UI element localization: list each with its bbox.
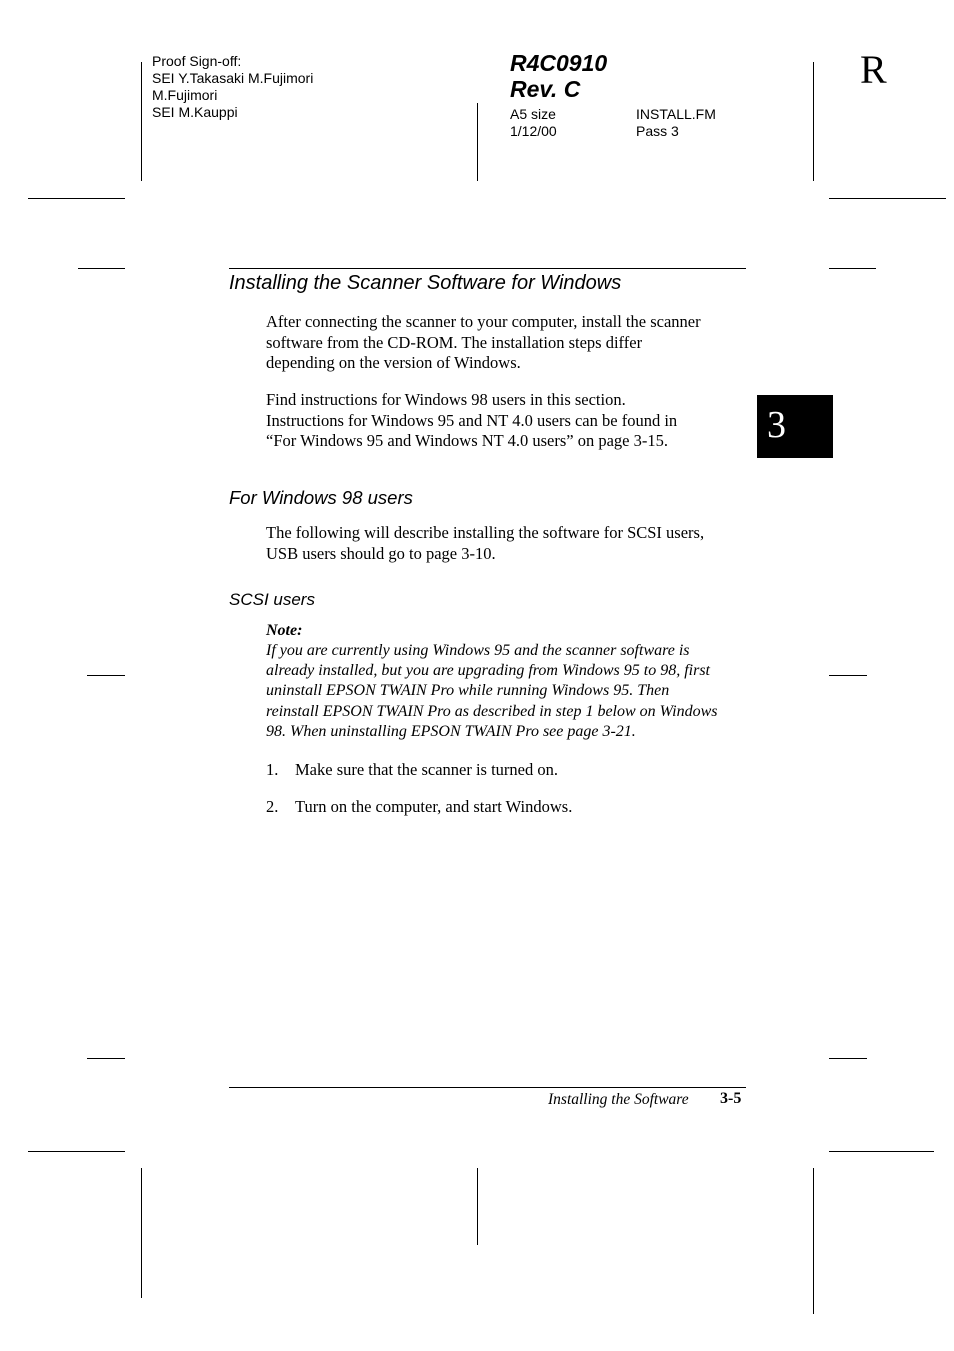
step-item	[266, 760, 558, 780]
note-line: If you are currently using Windows 95 and the scanner software is	[266, 642, 690, 659]
doc-date: 1/12/00	[510, 123, 557, 139]
text-line: depending on the version of Windows.	[266, 353, 521, 372]
step-item	[266, 797, 572, 817]
text-line: USB users should go to page 3-10.	[266, 543, 496, 563]
step-number: 1.	[266, 760, 279, 779]
step-number: 2.	[266, 797, 279, 816]
doc-code-block	[510, 50, 607, 102]
step-text: Turn on the computer, and start Windows.	[295, 797, 573, 816]
proof-line: M.Fujimori	[152, 87, 218, 103]
text-line: software from the CD-ROM. The installation steps differ	[266, 332, 643, 352]
crop-mark	[78, 268, 125, 269]
section-title: Installing the Scanner Software for Windows	[229, 272, 622, 294]
note-text	[266, 641, 748, 742]
crop-mark	[477, 1168, 478, 1245]
proof-line: SEI M.Kauppi	[152, 104, 238, 120]
subsection-title: For Windows 98 users	[229, 487, 413, 508]
crop-mark	[829, 1058, 867, 1059]
doc-code: R4C0910	[510, 50, 608, 76]
note-line: 98. When uninstalling EPSON TWAIN Pro see page 3-21.	[266, 722, 636, 740]
note-line: reinstall EPSON TWAIN Pro as described in step 1 below on Windows	[266, 702, 718, 720]
note-label: Note:	[266, 622, 303, 639]
text-line: “For Windows 95 and Windows NT 4.0 users” on page 3-15.	[266, 431, 668, 450]
crop-mark	[87, 675, 125, 676]
crop-mark	[141, 62, 142, 181]
crop-mark	[28, 198, 125, 199]
crop-mark	[87, 1058, 125, 1059]
footer-page-number: 3-5	[720, 1090, 742, 1107]
proof-line: SEI Y.Takasaki M.Fujimori	[152, 70, 314, 86]
crop-mark	[829, 198, 946, 199]
crop-mark	[813, 1168, 814, 1314]
crop-mark	[477, 103, 478, 181]
proof-signoff	[152, 53, 313, 121]
text-line: After connecting the scanner to your computer, install the scanner	[266, 312, 701, 331]
doc-revision: Rev. C	[510, 76, 581, 102]
crop-mark	[141, 1168, 142, 1298]
corner-mark: R	[860, 47, 887, 92]
crop-mark	[829, 268, 876, 269]
intro-paragraph	[266, 312, 748, 374]
step-text: Make sure that the scanner is turned on.	[295, 760, 559, 779]
doc-pass: Pass 3	[636, 123, 679, 139]
crop-mark	[813, 62, 814, 181]
section-rule	[229, 268, 746, 269]
footer-rule	[229, 1087, 746, 1088]
doc-size: A5 size	[510, 106, 556, 122]
text-line: Find instructions for Windows 98 users in this section.	[266, 390, 626, 409]
crop-mark	[829, 675, 867, 676]
text-line: The following will describe installing the software for SCSI users,	[266, 523, 705, 542]
chapter-tab	[757, 395, 833, 458]
crop-mark	[28, 1151, 125, 1152]
instructions-paragraph	[266, 390, 748, 452]
scsi-title: SCSI users	[229, 590, 315, 609]
footer-chapter-title: Installing the Software	[548, 1091, 689, 1108]
note-line: already installed, but you are upgrading from Windows 95 to 98, first	[266, 662, 710, 680]
chapter-number: 3	[767, 404, 786, 446]
crop-mark	[829, 1151, 934, 1152]
text-line: Instructions for Windows 95 and NT 4.0 users can be found in	[266, 410, 678, 430]
subsection-paragraph	[266, 523, 748, 564]
proof-line: Proof Sign-off:	[152, 53, 242, 69]
note-line: uninstall EPSON TWAIN Pro while running Windows 95. Then	[266, 682, 670, 700]
doc-file: INSTALL.FM	[636, 106, 716, 122]
